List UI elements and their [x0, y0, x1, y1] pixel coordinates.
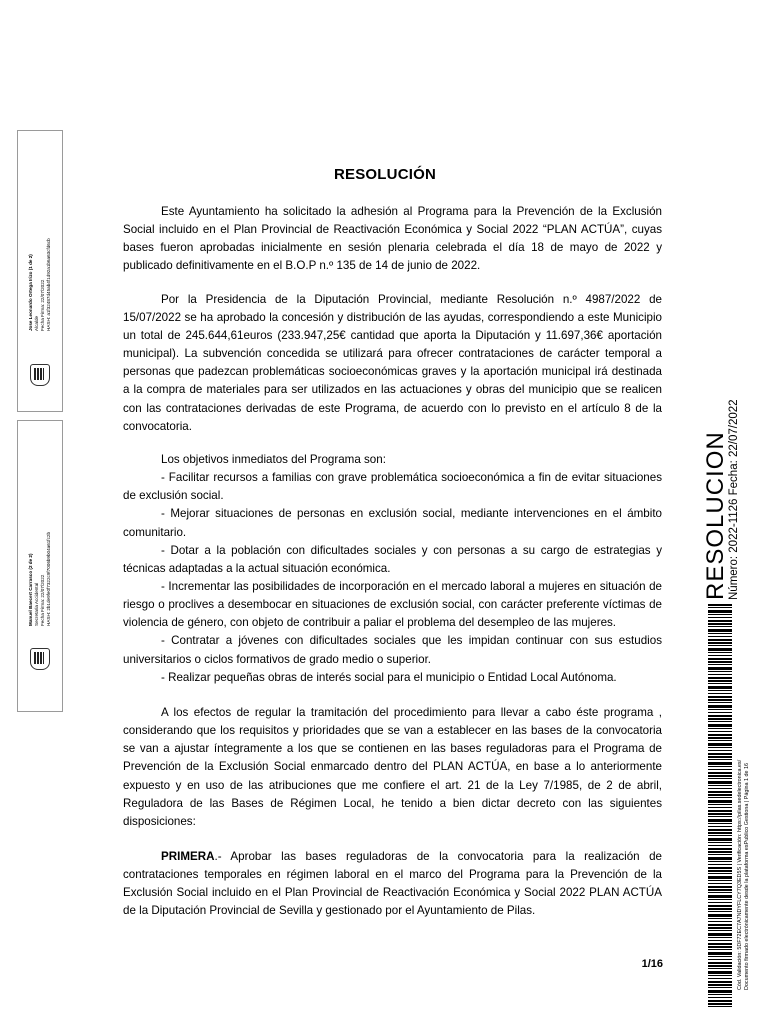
resolution-label: RESOLUCION — [702, 431, 729, 600]
signature-hash: HASH: 2b1de9fe0f7322c9f7006b9b04a61fc2b — [46, 532, 51, 626]
document-body — [123, 203, 662, 936]
signer-role: Secretaria Accidental — [34, 582, 39, 626]
verification-info — [737, 760, 751, 990]
signature-date: Fecha Firma: 22/07/2022 — [40, 279, 45, 331]
resolution-number-date: Número: 2022-1126 Fecha: 22/07/2022 — [728, 399, 740, 600]
objective-item: - Facilitar recursos a familias con grave problemática socioeconómica a fin de evitar situaciones de exclusión social. — [123, 471, 662, 503]
objective-item: - Realizar pequeñas obras de interés social para el municipio o Entidad Local Autónoma. — [161, 670, 617, 684]
page-number: 1/16 — [641, 958, 663, 970]
signature-date: Fecha Firma: 22/07/2022 — [40, 574, 45, 626]
paragraph-primera — [123, 848, 662, 921]
signature-hash: HASH: a1f32487d45ab4f1d92a1b6a63cfd6cb — [46, 238, 51, 331]
objective-item: - Incrementar las posibilidades de incorporación en el mercado laboral a mujeres en situación de riesgo o proclives a desembocar en situaciones de exclusión social, con carácter preferente víctimas de violencia de género, con objeto de contribuir a paliar el problema del desempleo de las mujeres. — [123, 579, 662, 630]
signature-info-2 — [28, 532, 52, 626]
objective-item: - Mejorar situaciones de personas en exclusión social, mediante intervenciones en el ámbito comunitario. — [123, 507, 662, 539]
signature-info-1 — [28, 238, 52, 331]
primera-label: PRIMERA — [161, 850, 215, 863]
signed-note: Documento firmado electrónicamente desde la plataforma esPublico Gestiona | Página 1 de 16 — [744, 762, 750, 990]
paragraph-considerations: A los efectos de regular la tramitación del procedimiento para llevar a cabo éste programa , considerando que los requisitos y prioridades que se van a establecer en las bases de la convocatoria se van a ajustar íntegramente a los que se contienen en las bases reguladoras para el Programa de Prevención de la Exclusión Social enmarcado dentro del PLAN ACTÚA, en base a lo anteriormente expuesto y en uso de las atribuciones que me confiere el art. 21 de la Ley 7/1985, de 2 de abril, Reguladora de las Bases de Régimen Local, he tenido a bien dictar decreto con las siguientes disposiciones: — [123, 705, 662, 828]
verification-code: Cód. Validación: 5DF72EC7A7NDYFLCY7Q3ED5S | Verificación: https://pilas.sedelectronica.es/ — [737, 759, 743, 990]
barcode-icon — [708, 604, 732, 1008]
signer-role: Alcalde — [34, 315, 39, 331]
objective-item: - Contratar a jóvenes con dificultades sociales que les impidan continuar con sus estudios universitarios o ciclos formativos de grado medio o superior. — [123, 634, 662, 666]
paragraph-intro: Este Ayuntamiento ha solicitado la adhesión al Programa para la Prevención de la Exclusión Social incluido en el Plan Provincial de Reactivación Económica y Social 2022 “PLAN ACTÚA”, cuyas bases fueron aprobadas inicialmente en sesión plenaria celebrada el día 18 de mayo de 2022 y publicado definitivamente en el B.O.P n.º 135 de 14 de junio de 2022. — [123, 205, 662, 273]
paragraph-resolution: Por la Presidencia de la Diputación Provincial, mediante Resolución n.º 4987/2022 de 15/07/2022 se ha aprobado la concesión y distribución de las ayudas, correspondiendo a este Municipio un total de 245.644,61euros (233.947,25€ cantidad que aporta la Diputación y 11.697,36€ aportación municipal). La subvención concedida se utilizará para ofrecer contrataciones de carácter temporal a personas que padezcan problemáticas socioeconómicas graves y la aportación municipal irá destinada a la compra de materiales para ser utilizados en las actuaciones y obras del municipio que se realicen con las contrataciones derivadas de este Programa, de acuerdo con lo previsto en el artículo 8 de la convocatoria. — [123, 292, 662, 433]
municipal-seal-icon — [30, 364, 50, 386]
objective-item: - Dotar a la población con dificultades sociales y con personas a su cargo de estrategias y técnicas adaptadas a la actual situación económica. — [123, 543, 662, 575]
document-title: RESOLUCIÓN — [333, 166, 436, 183]
signer-name: Jose Leonardo Ortega Irizo (1 de 2) — [28, 254, 33, 331]
objectives-intro: Los objetivos inmediatos del Programa son: — [161, 452, 386, 466]
municipal-seal-icon — [30, 648, 50, 670]
signature-box-2 — [17, 420, 63, 712]
primera-text: .- Aprobar las bases reguladoras de la convocatoria para la realización de contrataciones temporales en régimen laboral en el marco del Programa para la Prevención de la Exclusión Social incluido en el Plan Provincial de Reactivación Económica y Social 2022 PLAN ACTÚA de la Diputación Provincial de Sevilla y gestionado por el Ayuntamiento de Pilas. — [123, 850, 662, 918]
signer-name: Manuel Baecert Carrasco (2 de 2) — [28, 553, 33, 626]
